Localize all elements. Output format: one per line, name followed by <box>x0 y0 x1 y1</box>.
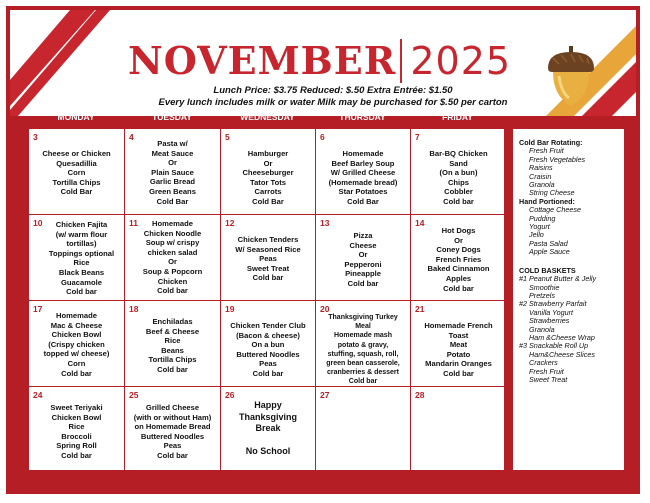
day-header-thursday: THURSDAY <box>339 112 386 122</box>
milk-note: Every lunch includes milk or water Milk may be purchased for $.50 per carton <box>158 97 508 108</box>
cold-bar-item: Raisins <box>529 163 553 173</box>
menu-text: Thanksgiving Turkey Meal Homemade mash potato & gravy, stuffing, squash, roll, green bean casserole, cranberries & dessert Cold bar <box>326 314 400 386</box>
day-number: 18 <box>129 304 139 314</box>
day-number: 11 <box>129 218 138 228</box>
menu-text: Sweet Teriyaki Chicken Bowl Rice Broccoli Spring Roll Cold bar <box>50 403 103 460</box>
day-header-tuesday: TUESDAY <box>152 112 192 122</box>
day-number: 21 <box>415 304 425 314</box>
day-cell <box>316 129 411 215</box>
sidebar-options <box>512 128 625 471</box>
menu-text: Hot Dogs Or Coney Dogs French Fries Baked Cinnamon Apples Cold bar <box>427 226 490 293</box>
day-header-monday: MONDAY <box>57 112 95 122</box>
day-number: 27 <box>320 390 330 400</box>
price-line: Lunch Price: $3.75 Reduced: $.50 Extra Entrée: $1.50 <box>213 85 453 96</box>
day-cell <box>316 215 411 301</box>
day-cell <box>221 129 316 215</box>
day-number: 20 <box>320 304 330 314</box>
hand-portioned-item: Cottage Cheese <box>529 205 581 215</box>
menu-text: Pizza Cheese Or Pepperoni Pineapple Cold bar <box>344 231 382 288</box>
day-number: 28 <box>415 390 425 400</box>
day-cell <box>411 387 506 470</box>
day-cell <box>221 215 316 301</box>
day-cell <box>29 215 125 301</box>
menu-text: Enchiladas Beef & Cheese Rice Beans Tortilla Chips Cold bar <box>145 317 200 374</box>
menu-text: Homemade Beef Barley Soup W/ Grilled Cheese (Homemade bread) Star Potatoes Cold Bar <box>328 149 398 206</box>
cold-bar-title: Cold Bar Rotating: <box>519 138 583 147</box>
day-cell <box>411 301 506 387</box>
cold-bar-item: String Cheese <box>529 188 575 198</box>
day-number: 17 <box>33 304 43 314</box>
day-cell <box>125 387 221 470</box>
menu-text: Happy Thanksgiving Break No School <box>238 400 297 456</box>
cold-baskets-title: COLD BASKETS <box>519 265 576 275</box>
cold-bar-item: Craisin <box>529 171 552 181</box>
day-cell <box>316 301 411 387</box>
menu-text: Homemade Chicken Noodle Soup w/ crispy chicken salad Or Soup & Popcorn Chicken Cold bar <box>142 219 203 296</box>
basket-line: #3 Snackable Roll Up <box>519 341 589 351</box>
title-year: 2025 <box>400 39 511 83</box>
basket-line: Ham &Cheese Wrap <box>529 332 595 342</box>
page-title <box>128 38 511 83</box>
day-number: 13 <box>320 218 330 228</box>
day-cell <box>125 215 221 301</box>
cold-bar-item: Fresh Vegetables <box>529 154 586 164</box>
title-month: NOVEMBER <box>128 38 397 83</box>
day-number: 26 <box>225 390 235 400</box>
day-number: 4 <box>129 132 134 142</box>
basket-line: #2 Strawberry Parfait <box>519 299 587 309</box>
hand-portioned-item: Yogurt <box>529 222 550 232</box>
day-number: 24 <box>33 390 43 400</box>
day-number: 5 <box>225 132 230 142</box>
cold-bar-item: Fresh Fruit <box>529 146 564 156</box>
hand-portioned-title: Hand Portioned: <box>519 196 575 206</box>
menu-text: Grilled Cheese (with or without Ham) on Homemade Bread Buttered Noodles Peas Cold bar <box>133 403 212 460</box>
menu-text: Homemade Mac & Cheese Chicken Bowl (Crispy chicken topped w/ cheese) Corn Cold bar <box>43 311 110 378</box>
day-cell <box>221 387 316 470</box>
menu-text: Hamburger Or Cheeseburger Tator Tots Carrots Cold Bar <box>242 149 294 206</box>
day-number: 19 <box>225 304 235 314</box>
basket-line: Pretzels <box>529 290 555 300</box>
day-number: 25 <box>129 390 139 400</box>
basket-line: Strawberries <box>529 316 570 326</box>
hand-portioned-item: Pasta Salad <box>529 238 568 248</box>
day-cell <box>29 387 125 470</box>
day-number: 12 <box>225 218 235 228</box>
day-cell <box>29 129 125 215</box>
hand-portioned-item: Pudding <box>529 213 556 223</box>
menu-grid <box>28 128 505 471</box>
hand-portioned-item: Apple Sauce <box>529 247 570 257</box>
basket-line: Granola <box>529 324 555 334</box>
basket-line: Vanilla Yogurt <box>529 307 573 317</box>
cold-bar-item: Granola <box>529 180 555 190</box>
basket-line: Smoothie <box>529 282 560 292</box>
menu-text: Homemade French Toast Meat Potato Mandarin Oranges Cold bar <box>424 321 493 378</box>
day-cell <box>29 301 125 387</box>
menu-text: Cheese or Chicken Quesadillia Corn Tortilla Chips Cold Bar <box>42 149 111 197</box>
day-header-friday: FRIDAY <box>442 112 473 122</box>
basket-line: #1 Peanut Butter & Jelly <box>519 274 597 284</box>
day-cell <box>125 129 221 215</box>
day-number: 6 <box>320 132 325 142</box>
basket-line: Crackers <box>529 358 558 368</box>
basket-line: Sweet Treat <box>529 374 568 384</box>
menu-text: Pasta w/ Meat Sauce Or Plain Sauce Garlic Bread Green Beans Cold Bar <box>149 139 196 206</box>
day-number: 14 <box>415 218 425 228</box>
day-number: 7 <box>415 132 420 142</box>
day-number: 10 <box>33 218 43 228</box>
menu-text: Chicken Tenders W/ Seasoned Rice Peas Sweet Treat Cold bar <box>235 235 301 283</box>
day-number: 3 <box>33 132 38 142</box>
hand-portioned-item: Jello <box>529 230 544 240</box>
day-cell <box>221 301 316 387</box>
day-cell <box>411 129 506 215</box>
menu-text: Chicken Fajita (w/ warm flour tortillas) Toppings optional Rice Black Beans Guacamole Cold bar <box>48 220 115 297</box>
menu-text: Chicken Tender Club (Bacon & cheese) On a bun Buttered Noodles Peas Cold bar <box>230 321 306 378</box>
menu-text: Bar-BQ Chicken Sand (On a bun) Chips Cobbler Cold bar <box>429 149 488 206</box>
day-cell <box>316 387 411 470</box>
basket-line: Fresh Fruit <box>529 366 564 376</box>
day-header-wednesday: WEDNESDAY <box>240 112 295 122</box>
day-cell <box>125 301 221 387</box>
basket-line: Ham&Cheese Slices <box>529 349 595 359</box>
day-cell <box>411 215 506 301</box>
